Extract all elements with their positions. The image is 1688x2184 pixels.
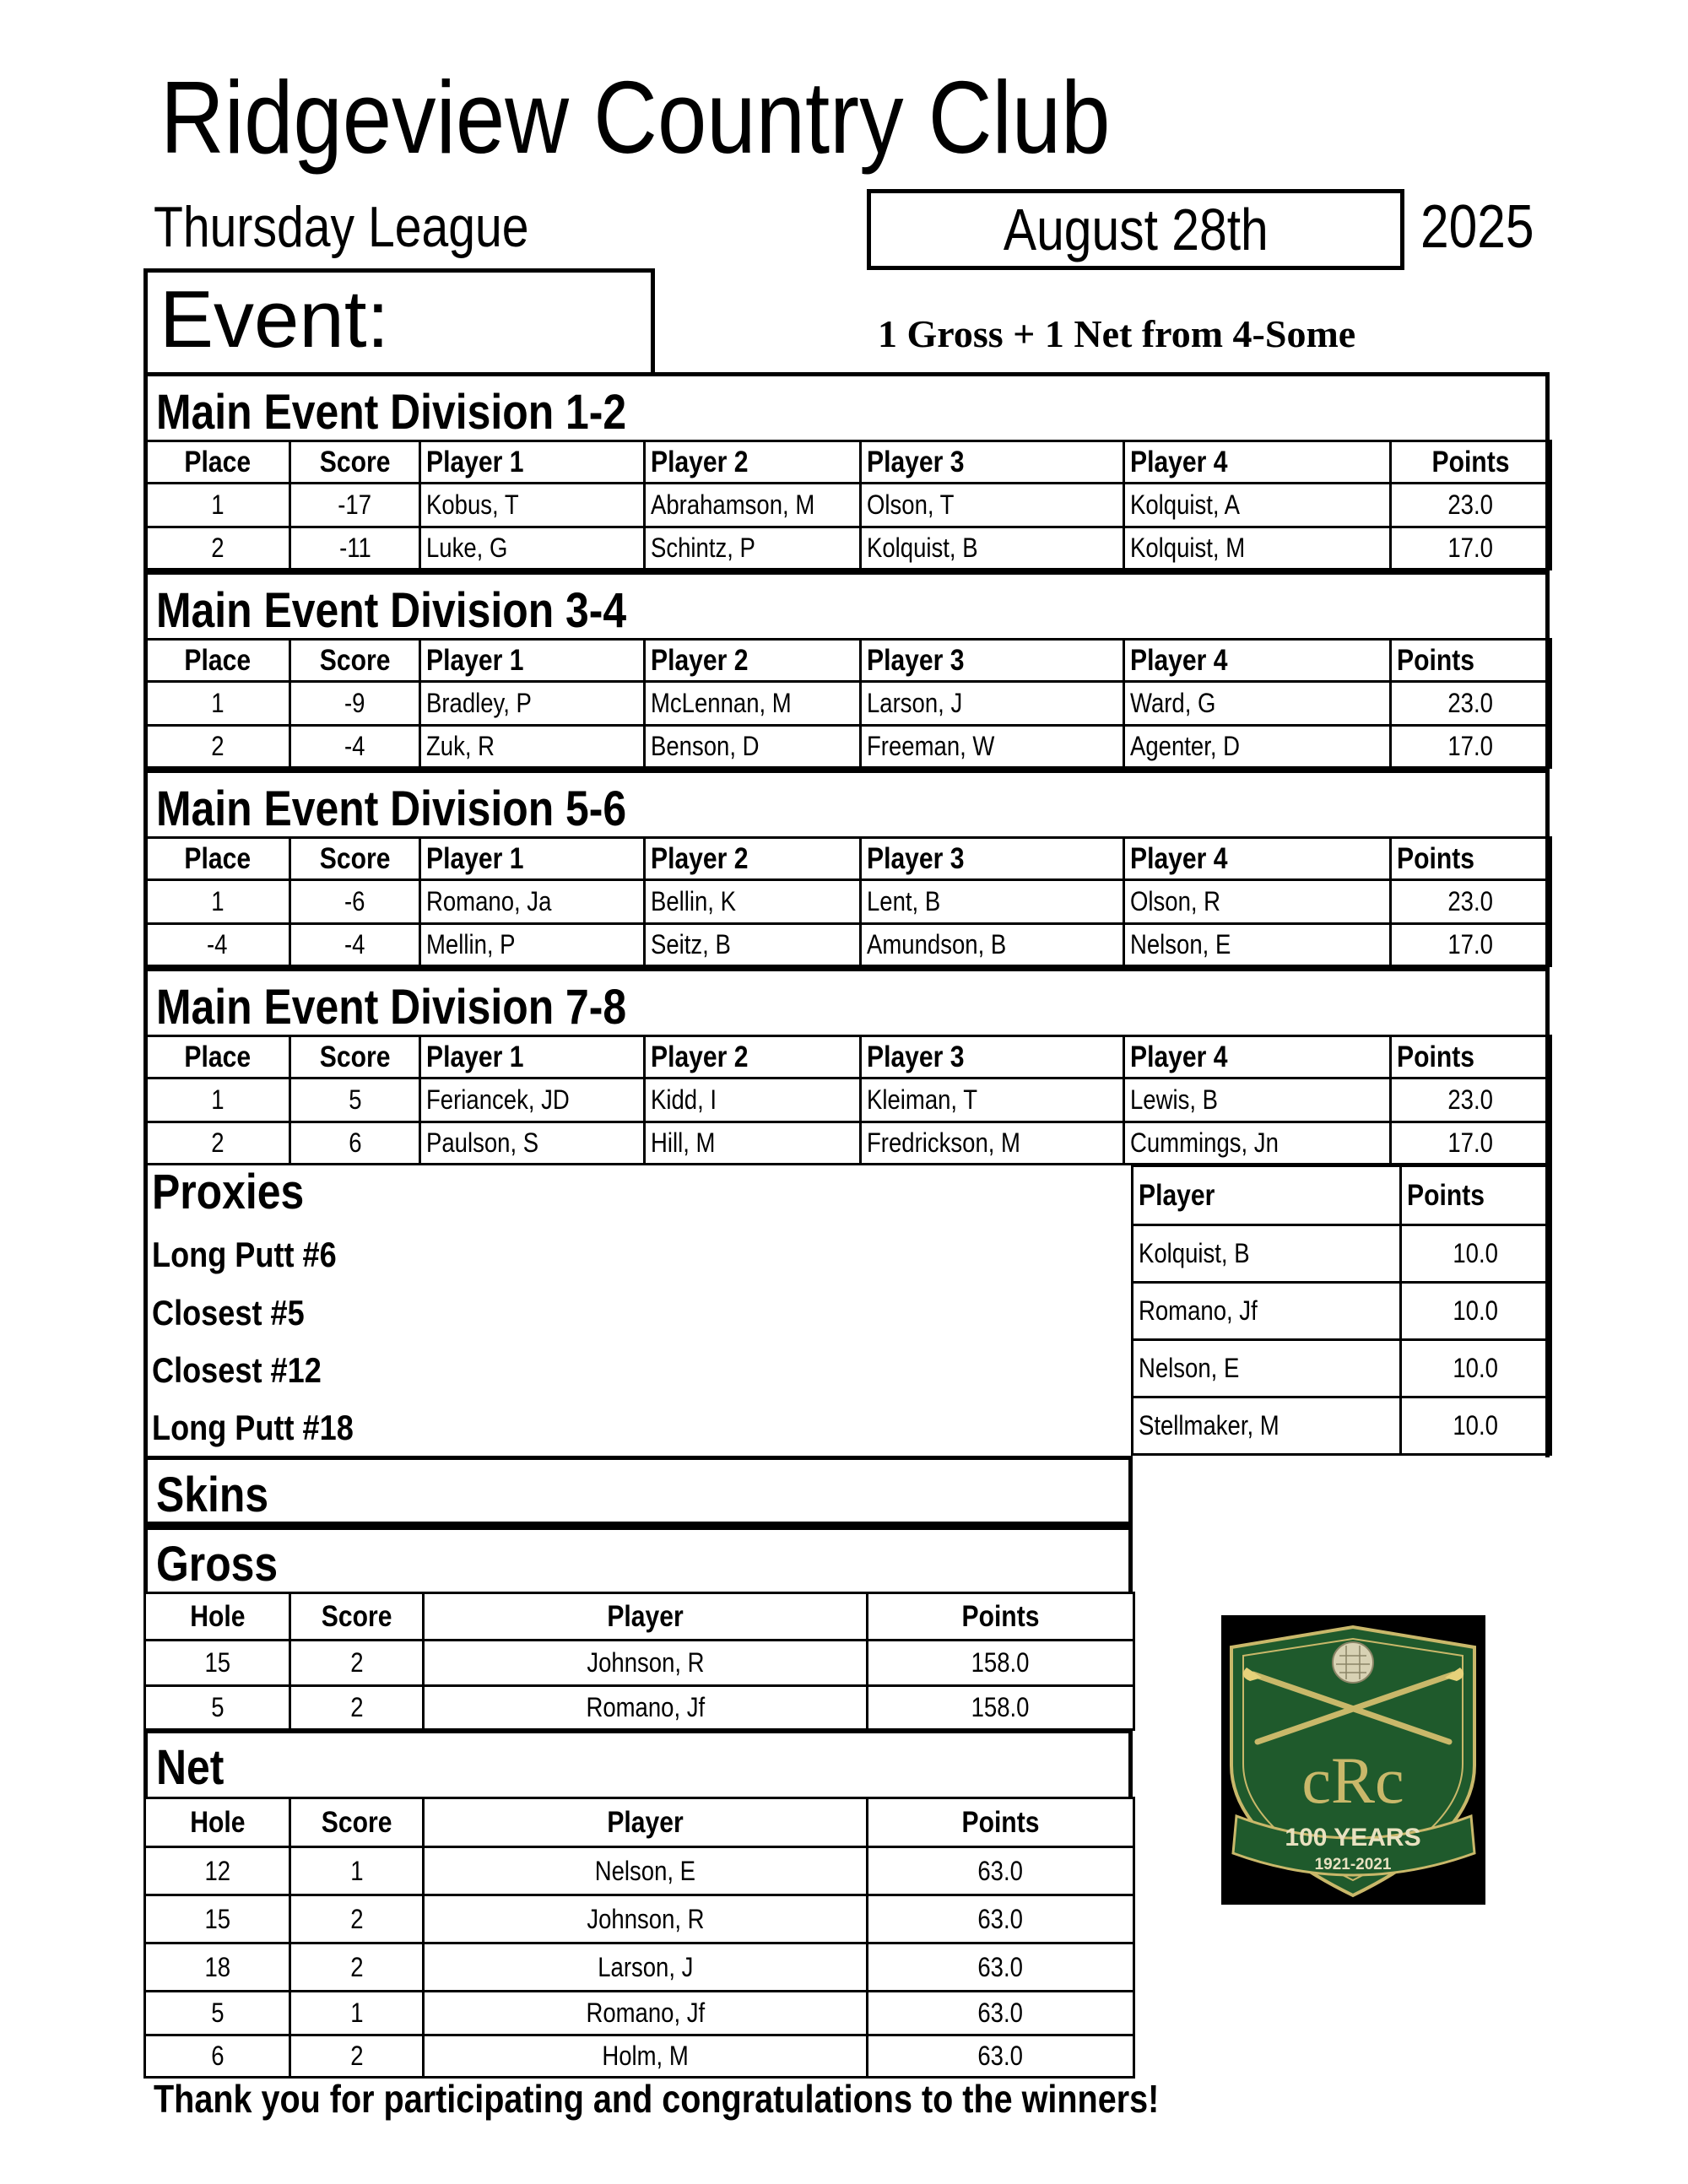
- club-logo: [1221, 1615, 1485, 1905]
- place-cell: 1: [145, 484, 290, 527]
- score-cell: -17: [290, 484, 420, 527]
- hole-cell: 5: [145, 1686, 290, 1730]
- score-cell: 2: [290, 1686, 424, 1730]
- col-points: Points: [1391, 1036, 1551, 1078]
- player-cell: Lewis, B: [1124, 1078, 1391, 1122]
- table-row: [145, 1686, 1134, 1730]
- table-row: [1133, 1283, 1551, 1340]
- table-row: [145, 682, 1551, 726]
- col-player: Player: [424, 1798, 868, 1847]
- player-cell: Larson, J: [424, 1943, 868, 1992]
- hole-cell: 15: [145, 1895, 290, 1943]
- col-player-4: Player 4: [1124, 441, 1391, 484]
- col-score: Score: [290, 1036, 420, 1078]
- player-cell: McLennan, M: [645, 682, 861, 726]
- player-cell: Johnson, R: [424, 1895, 868, 1943]
- net-title: Net: [143, 1729, 1133, 1798]
- points-cell: 10.0: [1401, 1225, 1551, 1283]
- player-cell: Olson, T: [861, 484, 1124, 527]
- hole-cell: 5: [145, 1992, 290, 2035]
- col-player-1: Player 1: [420, 838, 645, 880]
- player-cell: Ward, G: [1124, 682, 1391, 726]
- table-row: [145, 1078, 1551, 1122]
- player-cell: Nelson, E: [1133, 1340, 1401, 1397]
- event-date: August 28th: [867, 189, 1404, 270]
- league-name: Thursday League: [154, 195, 529, 259]
- division-table: [143, 836, 1552, 967]
- gross-title: Gross: [143, 1526, 1133, 1593]
- table-header-row: [1133, 1166, 1551, 1225]
- player-cell: Kolquist, M: [1124, 527, 1391, 570]
- col-player-4: Player 4: [1124, 1036, 1391, 1078]
- player-cell: Holm, M: [424, 2035, 868, 2078]
- score-cell: -6: [290, 880, 420, 924]
- points-cell: 63.0: [868, 1943, 1134, 1992]
- col-player-2: Player 2: [645, 1036, 861, 1078]
- score-cell: 6: [290, 1122, 420, 1165]
- net-skins-table: [143, 1797, 1135, 2079]
- score-cell: 2: [290, 1943, 424, 1992]
- col-player-3: Player 3: [861, 640, 1124, 682]
- event-description: 1 Gross + 1 Net from 4-Some: [878, 312, 1356, 355]
- player-cell: Larson, J: [861, 682, 1124, 726]
- division-title: Main Event Division 1-2: [143, 372, 1550, 444]
- col-player-3: Player 3: [861, 1036, 1124, 1078]
- crest-icon: [1221, 1615, 1485, 1905]
- table-header-row: [145, 1593, 1134, 1641]
- proxies-table: [1131, 1165, 1552, 1456]
- player-cell: Freeman, W: [861, 726, 1124, 768]
- points-cell: 10.0: [1401, 1340, 1551, 1397]
- table-row: [145, 1895, 1134, 1943]
- points-cell: 158.0: [868, 1641, 1134, 1686]
- col-points: Points: [1391, 441, 1551, 484]
- logo-banner-text: 100 YEARS: [1285, 1824, 1421, 1852]
- table-header-row: [145, 1036, 1551, 1078]
- event-year: 2025: [1420, 193, 1534, 261]
- points-cell: 23.0: [1391, 484, 1551, 527]
- points-cell: 63.0: [868, 1895, 1134, 1943]
- logo-monogram: cRc: [1301, 1743, 1404, 1817]
- player-cell: Cummings, Jn: [1124, 1122, 1391, 1165]
- place-cell: -4: [145, 924, 290, 966]
- skins-title: Skins: [143, 1456, 1133, 1526]
- thank-you-note: Thank you for participating and congratulations to the winners!: [154, 2077, 1160, 2121]
- col-place: Place: [145, 1036, 290, 1078]
- score-cell: -4: [290, 924, 420, 966]
- player-cell: Kolquist, B: [1133, 1225, 1401, 1283]
- col-score: Score: [290, 1798, 424, 1847]
- player-cell: Luke, G: [420, 527, 645, 570]
- player-cell: Bradley, P: [420, 682, 645, 726]
- division-title: Main Event Division 3-4: [143, 570, 1550, 642]
- player-cell: Paulson, S: [420, 1122, 645, 1165]
- score-cell: 1: [290, 1992, 424, 2035]
- col-player-3: Player 3: [861, 838, 1124, 880]
- points-cell: 63.0: [868, 2035, 1134, 2078]
- place-cell: 2: [145, 726, 290, 768]
- col-player: Player: [424, 1593, 868, 1641]
- player-cell: Romano, Jf: [424, 1992, 868, 2035]
- division-table: [143, 440, 1552, 570]
- points-cell: 63.0: [868, 1992, 1134, 2035]
- hole-cell: 18: [145, 1943, 290, 1992]
- score-cell: 1: [290, 1847, 424, 1895]
- table-row: [1133, 1225, 1551, 1283]
- player-cell: Kolquist, B: [861, 527, 1124, 570]
- points-cell: 17.0: [1391, 1122, 1551, 1165]
- hole-cell: 15: [145, 1641, 290, 1686]
- place-cell: 1: [145, 1078, 290, 1122]
- table-header-row: [145, 441, 1551, 484]
- player-cell: Seitz, B: [645, 924, 861, 966]
- col-hole: Hole: [145, 1593, 290, 1641]
- player-cell: Fredrickson, M: [861, 1122, 1124, 1165]
- col-points: Points: [1391, 640, 1551, 682]
- proxy-label: Closest #5: [152, 1293, 305, 1333]
- col-points: Points: [1391, 838, 1551, 880]
- col-points: Points: [868, 1798, 1134, 1847]
- player-cell: Mellin, P: [420, 924, 645, 966]
- player-cell: Olson, R: [1124, 880, 1391, 924]
- score-cell: -11: [290, 527, 420, 570]
- player-cell: Kidd, I: [645, 1078, 861, 1122]
- division-title: Main Event Division 7-8: [143, 967, 1550, 1039]
- player-cell: Agenter, D: [1124, 726, 1391, 768]
- player-cell: Johnson, R: [424, 1641, 868, 1686]
- player-cell: Romano, Ja: [420, 880, 645, 924]
- score-cell: 5: [290, 1078, 420, 1122]
- table-row: [145, 1992, 1134, 2035]
- hole-cell: 12: [145, 1847, 290, 1895]
- points-cell: 17.0: [1391, 726, 1551, 768]
- col-player-1: Player 1: [420, 441, 645, 484]
- col-player-1: Player 1: [420, 640, 645, 682]
- table-header-row: [145, 1798, 1134, 1847]
- player-cell: Abrahamson, M: [645, 484, 861, 527]
- points-cell: 23.0: [1391, 880, 1551, 924]
- table-row: [145, 2035, 1134, 2078]
- table-row: [145, 880, 1551, 924]
- score-cell: -4: [290, 726, 420, 768]
- player-cell: Kobus, T: [420, 484, 645, 527]
- points-cell: 10.0: [1401, 1283, 1551, 1340]
- player-cell: Benson, D: [645, 726, 861, 768]
- col-place: Place: [145, 640, 290, 682]
- event-label: Event:: [160, 274, 390, 365]
- points-cell: 158.0: [868, 1686, 1134, 1730]
- player-cell: Lent, B: [861, 880, 1124, 924]
- table-row: [145, 924, 1551, 966]
- event-label-box: [143, 268, 655, 372]
- table-header-row: [145, 640, 1551, 682]
- table-row: [145, 527, 1551, 570]
- player-cell: Kleiman, T: [861, 1078, 1124, 1122]
- score-cell: -9: [290, 682, 420, 726]
- points-cell: 10.0: [1401, 1397, 1551, 1455]
- player-cell: Nelson, E: [1124, 924, 1391, 966]
- player-cell: Feriancek, JD: [420, 1078, 645, 1122]
- table-row: [145, 1847, 1134, 1895]
- points-cell: 17.0: [1391, 924, 1551, 966]
- player-cell: Amundson, B: [861, 924, 1124, 966]
- logo-years-text: 1921-2021: [1314, 1856, 1392, 1873]
- col-points: Points: [1401, 1166, 1551, 1225]
- points-cell: 17.0: [1391, 527, 1551, 570]
- division-table: [143, 1035, 1552, 1165]
- col-place: Place: [145, 838, 290, 880]
- col-player: Player: [1133, 1166, 1401, 1225]
- player-cell: Zuk, R: [420, 726, 645, 768]
- table-row: [145, 484, 1551, 527]
- player-cell: Schintz, P: [645, 527, 861, 570]
- col-hole: Hole: [145, 1798, 290, 1847]
- table-row: [145, 1122, 1551, 1165]
- place-cell: 2: [145, 1122, 290, 1165]
- col-player-2: Player 2: [645, 640, 861, 682]
- place-cell: 2: [145, 527, 290, 570]
- gross-skins-table: [143, 1592, 1135, 1731]
- place-cell: 1: [145, 682, 290, 726]
- score-cell: 2: [290, 1895, 424, 1943]
- col-score: Score: [290, 441, 420, 484]
- table-row: [145, 1943, 1134, 1992]
- table-row: [145, 1641, 1134, 1686]
- club-title: Ridgeview Country Club: [160, 60, 1111, 175]
- table-row: [1133, 1340, 1551, 1397]
- proxy-label: Closest #12: [152, 1350, 322, 1390]
- col-score: Score: [290, 640, 420, 682]
- table-header-row: [145, 838, 1551, 880]
- player-cell: Bellin, K: [645, 880, 861, 924]
- player-cell: Stellmaker, M: [1133, 1397, 1401, 1455]
- proxies-title: Proxies: [152, 1165, 305, 1219]
- table-row: [1133, 1397, 1551, 1455]
- place-cell: 1: [145, 880, 290, 924]
- col-player-2: Player 2: [645, 838, 861, 880]
- points-cell: 63.0: [868, 1847, 1134, 1895]
- col-points: Points: [868, 1593, 1134, 1641]
- col-score: Score: [290, 1593, 424, 1641]
- col-player-4: Player 4: [1124, 838, 1391, 880]
- player-cell: Romano, Jf: [1133, 1283, 1401, 1340]
- col-player-3: Player 3: [861, 441, 1124, 484]
- player-cell: Hill, M: [645, 1122, 861, 1165]
- division-table: [143, 638, 1552, 769]
- col-place: Place: [145, 441, 290, 484]
- table-row: [145, 726, 1551, 768]
- col-player-2: Player 2: [645, 441, 861, 484]
- score-cell: 2: [290, 1641, 424, 1686]
- proxy-label: Long Putt #18: [152, 1408, 354, 1447]
- points-cell: 23.0: [1391, 1078, 1551, 1122]
- score-cell: 2: [290, 2035, 424, 2078]
- col-player-1: Player 1: [420, 1036, 645, 1078]
- hole-cell: 6: [145, 2035, 290, 2078]
- player-cell: Romano, Jf: [424, 1686, 868, 1730]
- col-score: Score: [290, 838, 420, 880]
- proxy-label: Long Putt #6: [152, 1235, 337, 1274]
- division-title: Main Event Division 5-6: [143, 769, 1550, 841]
- player-cell: Kolquist, A: [1124, 484, 1391, 527]
- player-cell: Nelson, E: [424, 1847, 868, 1895]
- col-player-4: Player 4: [1124, 640, 1391, 682]
- points-cell: 23.0: [1391, 682, 1551, 726]
